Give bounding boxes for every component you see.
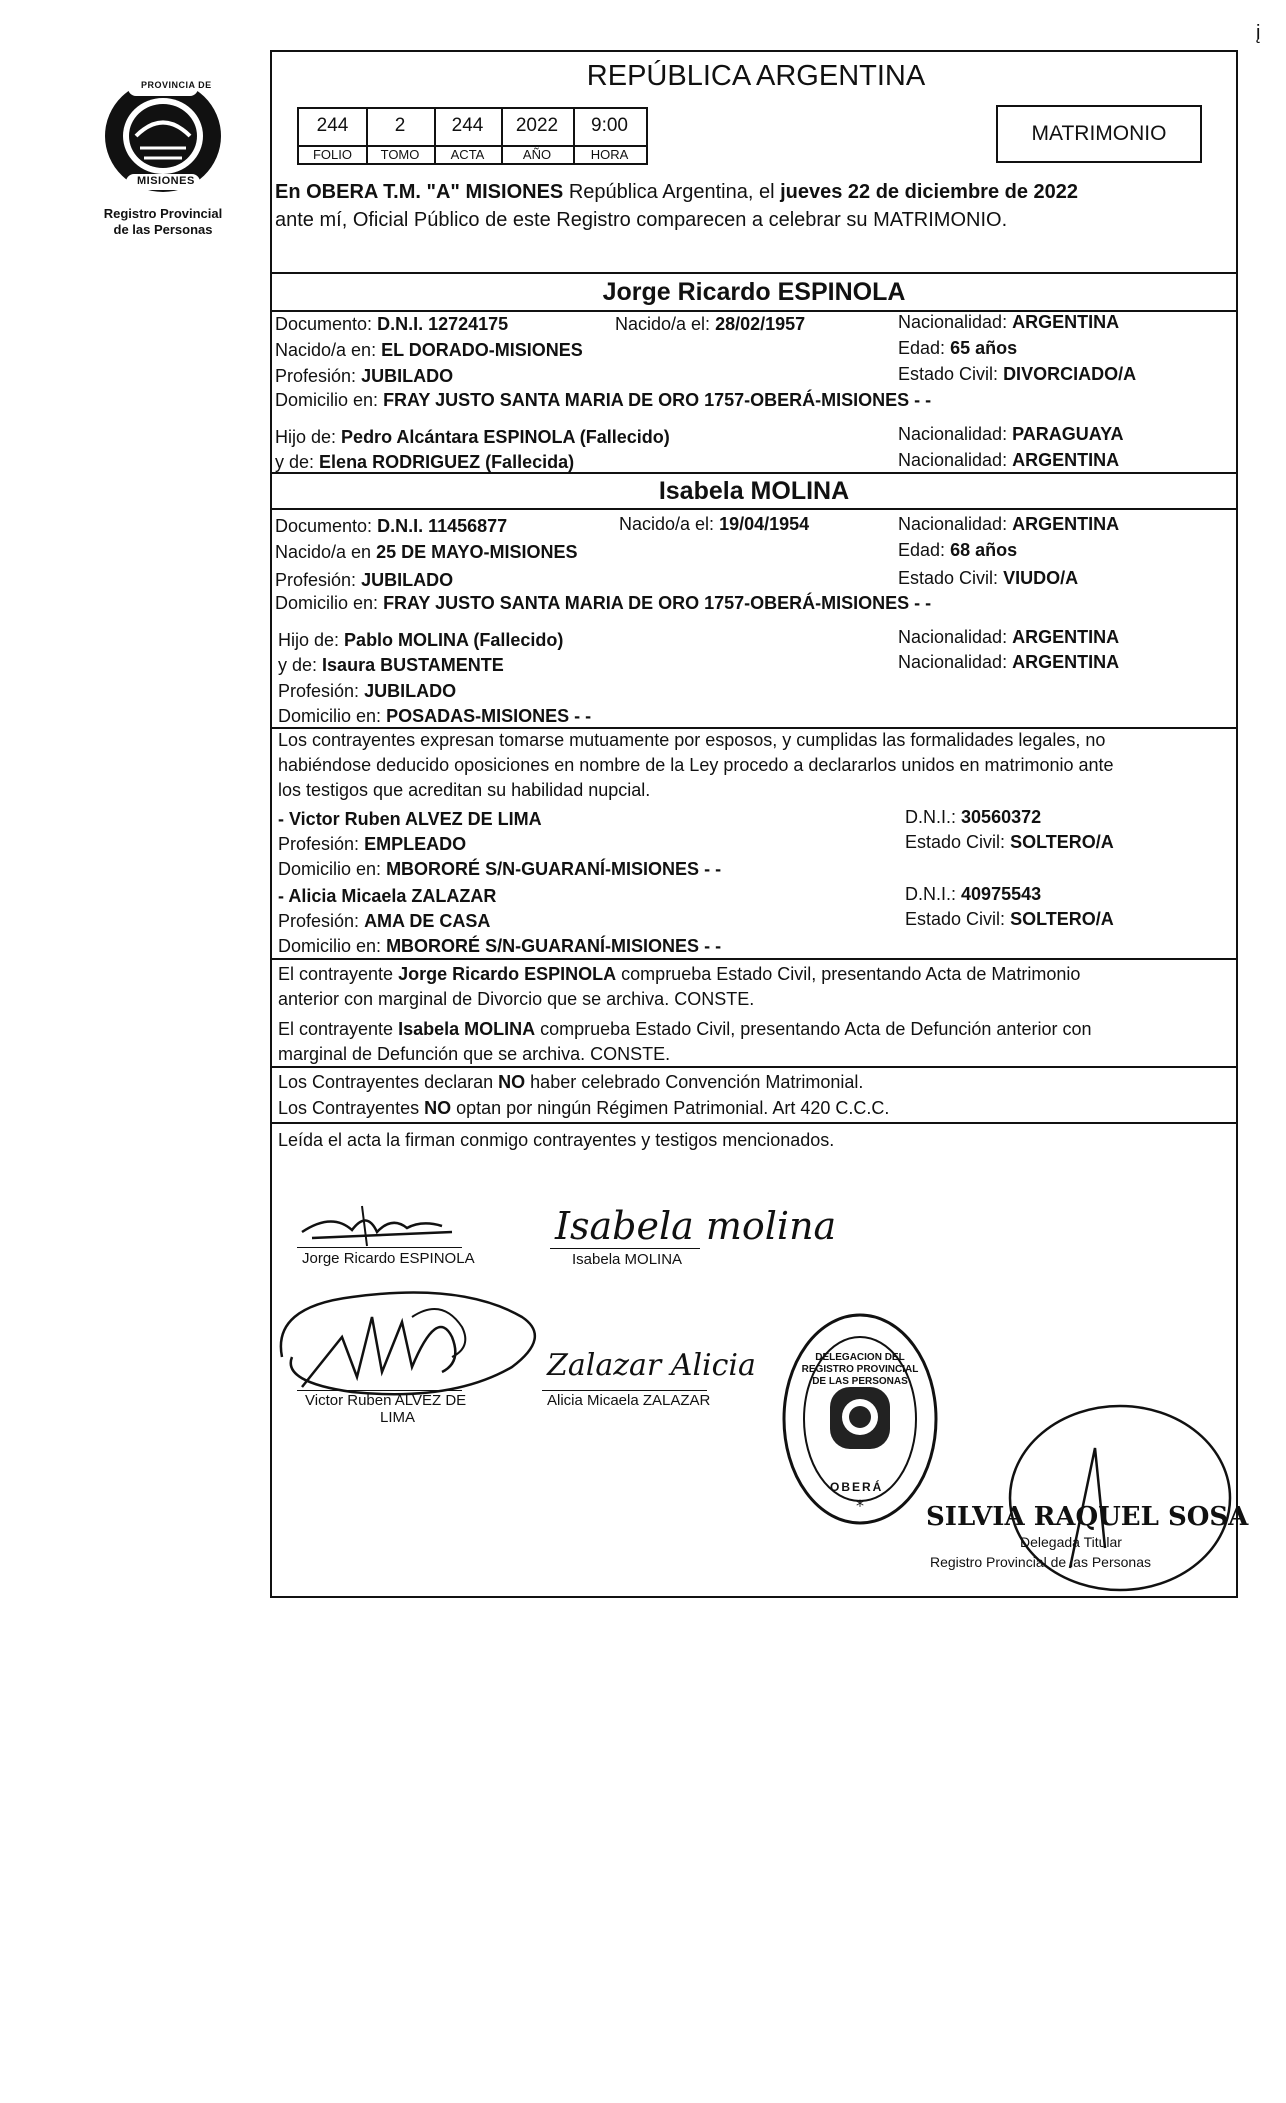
svg-text:*: * bbox=[856, 1496, 864, 1515]
note-groom-line1: El contrayente Jorge Ricardo ESPINOLA comprueba Estado Civil, presentando Acta de Matrimonio bbox=[278, 964, 1081, 984]
bride-edad: Edad: 68 años bbox=[898, 540, 1018, 560]
registry-logo bbox=[88, 74, 238, 244]
stamp-center-text: OBERÁ bbox=[830, 1480, 884, 1494]
bride-signature-caption: Isabela MOLINA bbox=[572, 1251, 683, 1268]
bride-mother-nationality: Nacionalidad: ARGENTINA bbox=[898, 652, 1120, 672]
witness2-domicilio: Domicilio en: MBORORÉ S/N-GUARANÍ-MISIONES - - bbox=[278, 936, 722, 956]
bride-father-nationality: Nacionalidad: ARGENTINA bbox=[898, 627, 1120, 647]
groom-documento: Documento: D.N.I. 12724175 bbox=[275, 314, 509, 334]
note-groom-line2: anterior con marginal de Divorcio que se archiva. CONSTE. bbox=[278, 989, 755, 1009]
groom-father-nationality: Nacionalidad: PARAGUAYA bbox=[898, 424, 1124, 444]
bride-mother-profession: Profesión: JUBILADO bbox=[278, 681, 457, 701]
logo-caption-line2: de las Personas bbox=[113, 222, 213, 237]
page-corner-mark: į bbox=[1256, 22, 1261, 44]
registry-stamp-icon bbox=[780, 1307, 940, 1537]
seal-text-top: PROVINCIA DE bbox=[141, 80, 212, 90]
groom-father: Hijo de: Pedro Alcántara ESPINOLA (Fallecido) bbox=[275, 427, 670, 447]
bride-mother: y de: Isaura BUSTAMENTE bbox=[278, 655, 504, 675]
hora-value: 9:00 bbox=[591, 115, 628, 136]
groom-domicilio: Domicilio en: FRAY JUSTO SANTA MARIA DE ORO 1757-OBERÁ-MISIONES - - bbox=[275, 390, 932, 410]
acta-value: 244 bbox=[451, 115, 484, 136]
declaration-line3: los testigos que acreditan su habilidad nupcial. bbox=[278, 780, 651, 800]
folio-value: 244 bbox=[316, 115, 349, 136]
folio-label: FOLIO bbox=[312, 147, 352, 162]
convention-line1: Los Contrayentes declaran NO haber celebrado Convención Matrimonial. bbox=[278, 1072, 864, 1092]
witness2-signature-caption: Alicia Micaela ZALAZAR bbox=[547, 1392, 711, 1409]
declaration-line2: habiéndose deducido oposiciones en nombre de la Ley procedo a declararlos unidos en matrimonio ante bbox=[278, 755, 1114, 775]
groom-signature-scribble bbox=[292, 1202, 462, 1252]
bride-profesion: Profesión: JUBILADO bbox=[275, 570, 454, 590]
groom-nacionalidad: Nacionalidad: ARGENTINA bbox=[898, 312, 1120, 332]
intro-line1 bbox=[275, 180, 1078, 204]
witness1-dni: D.N.I.: 30560372 bbox=[905, 807, 1042, 827]
tomo-value: 2 bbox=[394, 115, 406, 136]
convention-line2: Los Contrayentes NO optan por ningún Régimen Patrimonial. Art 420 C.C.C. bbox=[278, 1098, 890, 1118]
seal-text-bottom: MISIONES bbox=[137, 175, 195, 187]
closing-statement: Leída el acta la firman conmigo contrayentes y testigos mencionados. bbox=[278, 1130, 835, 1150]
record-index-table bbox=[297, 107, 648, 165]
official-name: SILVIA RAQUEL SOSA bbox=[926, 1502, 1249, 1532]
note-bride-line2: marginal de Defunción que se archiva. CONSTE. bbox=[278, 1044, 671, 1064]
groom-name: Jorge Ricardo ESPINOLA bbox=[602, 278, 906, 306]
stamp-ring-text: DELEGACION DEL REGISTRO PROVINCIAL DE LAS PERSONAS bbox=[801, 1352, 919, 1387]
marriage-certificate bbox=[270, 50, 1249, 1598]
witness1-profesion: Profesión: EMPLEADO bbox=[278, 834, 467, 854]
witness2-signature-handwriting: Zalazar Alicia bbox=[547, 1348, 756, 1383]
witness1-name: - Victor Ruben ALVEZ DE LIMA bbox=[278, 809, 542, 829]
note-bride-line1: El contrayente Isabela MOLINA comprueba Estado Civil, presentando Acta de Defunción anterior con bbox=[278, 1019, 1092, 1039]
bride-domicilio: Domicilio en: FRAY JUSTO SANTA MARIA DE ORO 1757-OBERÁ-MISIONES - - bbox=[275, 593, 932, 613]
intro-country: República Argentina, el bbox=[568, 181, 775, 203]
witness1-estado-civil: Estado Civil: SOLTERO/A bbox=[905, 832, 1114, 852]
intro-place: En OBERA T.M. "A" MISIONES bbox=[275, 181, 564, 203]
groom-edad: Edad: 65 años bbox=[898, 338, 1018, 358]
intro-date: jueves 22 de diciembre de 2022 bbox=[780, 181, 1079, 203]
official-title: Delegada Titular bbox=[1020, 1534, 1122, 1550]
bride-nacido-en: Nacido/a en 25 DE MAYO-MISIONES bbox=[275, 542, 578, 562]
groom-mother: y de: Elena RODRIGUEZ (Fallecida) bbox=[275, 452, 575, 472]
intro-line2: ante mí, Oficial Público de este Registro comparecen a celebrar su MATRIMONIO. bbox=[275, 209, 1008, 231]
bride-nacionalidad: Nacionalidad: ARGENTINA bbox=[898, 514, 1120, 534]
groom-nacido-en: Nacido/a en: EL DORADO-MISIONES bbox=[275, 340, 583, 360]
document-title: REPÚBLICA ARGENTINA bbox=[586, 60, 926, 92]
bride-mother-domicilio: Domicilio en: POSADAS-MISIONES - - bbox=[278, 706, 592, 726]
official-office: Registro Provincial de las Personas bbox=[930, 1554, 1151, 1570]
witness2-name: - Alicia Micaela ZALAZAR bbox=[278, 886, 497, 906]
hora-label: HORA bbox=[590, 147, 629, 162]
witness1-signature-caption-line2: LIMA bbox=[380, 1409, 416, 1426]
witness1-domicilio: Domicilio en: MBORORÉ S/N-GUARANÍ-MISIONES - - bbox=[278, 859, 722, 879]
bride-name: Isabela MOLINA bbox=[658, 477, 850, 505]
groom-estado-civil: Estado Civil: DIVORCIADO/A bbox=[898, 364, 1137, 384]
witness2-profesion: Profesión: AMA DE CASA bbox=[278, 911, 491, 931]
witness1-signature-caption-line1: Victor Ruben ALVEZ DE bbox=[305, 1392, 467, 1409]
logo-caption-line1: Registro Provincial bbox=[103, 206, 223, 221]
ano-label: AÑO bbox=[522, 147, 552, 162]
bride-documento: Documento: D.N.I. 11456877 bbox=[275, 516, 508, 536]
groom-mother-nationality: Nacionalidad: ARGENTINA bbox=[898, 450, 1120, 470]
bride-signature-handwriting: Isabela molina bbox=[555, 1204, 837, 1248]
bride-nacido-el: Nacido/a el: 19/04/1954 bbox=[619, 514, 810, 534]
acta-label: ACTA bbox=[450, 147, 485, 162]
groom-nacido-el: Nacido/a el: 28/02/1957 bbox=[615, 314, 806, 334]
witness2-estado-civil: Estado Civil: SOLTERO/A bbox=[905, 909, 1114, 929]
bride-father: Hijo de: Pablo MOLINA (Fallecido) bbox=[278, 630, 564, 650]
witness2-dni: D.N.I.: 40975543 bbox=[905, 884, 1042, 904]
bride-estado-civil: Estado Civil: VIUDO/A bbox=[898, 568, 1079, 588]
groom-profesion: Profesión: JUBILADO bbox=[275, 366, 454, 386]
record-type-box: MATRIMONIO bbox=[996, 105, 1202, 163]
ano-value: 2022 bbox=[515, 115, 559, 136]
declaration-line1: Los contrayentes expresan tomarse mutuamente por esposos, y cumplidas las formalidades legales, no bbox=[278, 730, 1106, 750]
groom-signature-caption: Jorge Ricardo ESPINOLA bbox=[302, 1250, 475, 1267]
tomo-label: TOMO bbox=[380, 147, 420, 162]
